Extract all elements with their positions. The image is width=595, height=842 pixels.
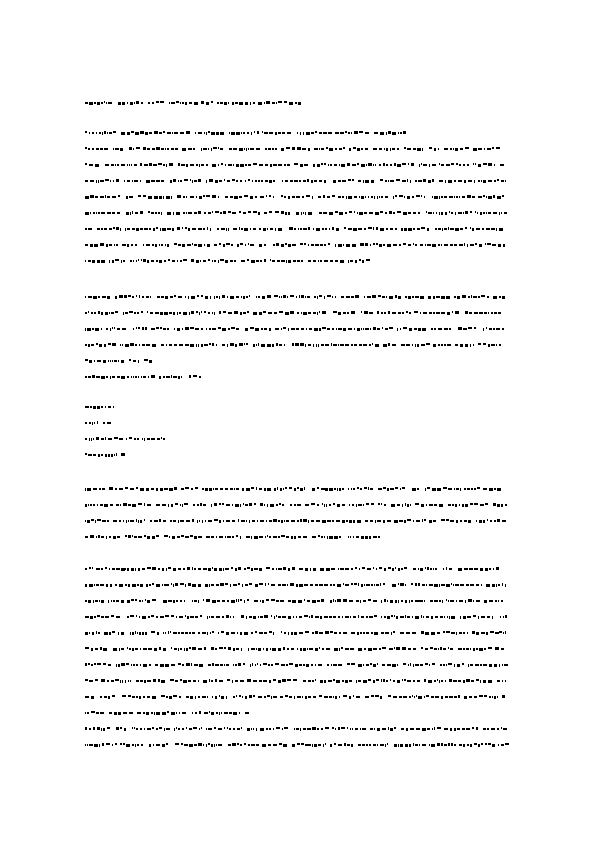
paragraph-3-line xyxy=(85,503,507,507)
paragraph-1-line xyxy=(85,179,506,183)
paragraph-2-line xyxy=(85,311,501,315)
paragraph-2-line xyxy=(85,343,501,347)
subheading-line xyxy=(85,131,406,135)
paragraph-1-line xyxy=(85,259,370,263)
paragraph-2-line xyxy=(85,295,505,299)
paragraph-4-line xyxy=(85,599,503,603)
paragraph-1-line xyxy=(85,243,505,247)
list-intro-line xyxy=(85,375,201,379)
paragraph-5-line xyxy=(85,727,507,731)
paragraph-2-line xyxy=(85,327,504,331)
title-line xyxy=(85,101,301,105)
paragraph-4-line xyxy=(85,615,507,619)
paragraph-4-line xyxy=(85,631,506,635)
list-item-line xyxy=(85,421,111,425)
paragraph-1-line xyxy=(85,227,503,231)
list-item-line xyxy=(85,437,165,441)
paragraph-4-line xyxy=(85,695,505,699)
paragraph-1-line xyxy=(85,195,504,199)
paragraph-1-line xyxy=(85,211,507,215)
list-item-line xyxy=(85,453,125,457)
paragraph-4-line xyxy=(85,711,249,715)
paragraph-1-line xyxy=(85,147,500,151)
paragraph-4-line xyxy=(85,567,499,571)
paragraph-3-line xyxy=(85,487,501,491)
paragraph-3-line xyxy=(85,519,506,523)
paragraph-4-line xyxy=(85,679,506,683)
list-item-line xyxy=(85,406,114,409)
paragraph-4-line xyxy=(85,647,504,651)
paragraph-4-line xyxy=(85,583,506,587)
paragraph-2-line xyxy=(85,359,152,363)
paragraph-5-line xyxy=(85,743,509,747)
paragraph-3-line xyxy=(85,535,380,539)
paragraph-4-line xyxy=(85,663,508,667)
paragraph-1-line xyxy=(85,163,504,167)
